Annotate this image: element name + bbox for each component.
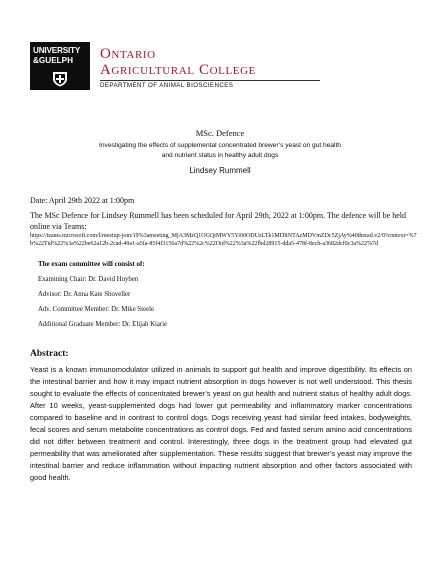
student-name: Lindsey Rummell — [189, 166, 251, 175]
defence-announcement — [30, 210, 420, 248]
college-name-line1: Ontario — [100, 46, 156, 62]
committee-heading: The exam committee will consist of: — [38, 260, 145, 268]
header-divider — [100, 80, 320, 81]
teams-meeting-link[interactable]: https://teams.microsoft.com/l/meetup-join/19%3ameeting_MjA3MzQ1OGQtMWY5Yi00ODUzLTk1MDItNTAzMDVmZDc5ZjAy%40thread.v2/0?context=%7b%22Tid%22%3a%22be62a12b-2cad-49a1-a5fa-85f4f3156a7d%22%2c%22Oid%22%3a%22fbd28915-dda5-478f-8ecb-a3682dcf0c3a%22%7d — [30, 233, 417, 247]
defence-title: MSc. Defence — [195, 128, 245, 138]
logo-text-university: UNIVERSITY — [33, 46, 81, 55]
thesis-title-line1: Investigating the effects of supplemental concentrated brewer’s yeast on gut health — [99, 142, 341, 149]
university-of-guelph-logo — [30, 42, 90, 90]
department-name: DEPARTMENT OF ANIMAL BIOSCIENCES — [100, 82, 234, 89]
thesis-title-line2: and nutrient status in healthy adult dogs — [161, 152, 279, 159]
college-name-line2: Agricultural College — [100, 62, 256, 78]
committee-member-chair: Examining Chair: Dr. David Huyben — [38, 276, 139, 283]
announcement-text: The MSc Defence for Lindsey Rummell has been scheduled for April 29th, 2022 at 1:00pm. The defence will be held online via Teams: — [30, 211, 406, 231]
college-name — [100, 46, 256, 78]
defence-date: Date: April 29th 2022 at 1:00pm — [30, 196, 135, 205]
abstract-heading: Abstract: — [30, 349, 69, 359]
committee-member-adv-committee: Adv. Committee Member: Dr. Mike Steele — [38, 306, 155, 313]
thesis-title — [0, 141, 440, 161]
committee-member-additional: Additional Graduate Member: Dr. Elijah Kiarie — [38, 321, 168, 328]
logo-text-guelph: &GUELPH — [33, 56, 74, 65]
committee-member-advisor: Advisor: Dr. Anna Kate Shoveller — [38, 291, 131, 298]
abstract-body: Yeast is a known immunomodulator utilized in animals to support gut health and improve digestibility. Its effects on the intestinal barrier and how it may impact nutrient absorption in dogs however is not well understood. This thesis sought to evaluate the effects of concentrated brewer’s yeast on gut health and nutrient status of healthy adult dogs. After 10 weeks, yeast-supplemented dogs had lower gut permeability and inflammatory marker concentrations compared to baseline and in contrast to control dogs. Dogs receiving yeast had similar feed intakes, bodyweights, fecal scores and serum metabolite concentrations as control dogs. Fed and fasted serum amino acid concentrations did not differ between treatment and control. Interestingly, three dogs in the treatment group had elevated gut permeability that was ameliorated after supplementation. These results suggest that brewer’s yeast may improve the intestinal barrier and reduce inflammation without impacting nutrient absorption and other factors associated with good health. — [30, 365, 412, 482]
crest-icon — [51, 71, 69, 87]
